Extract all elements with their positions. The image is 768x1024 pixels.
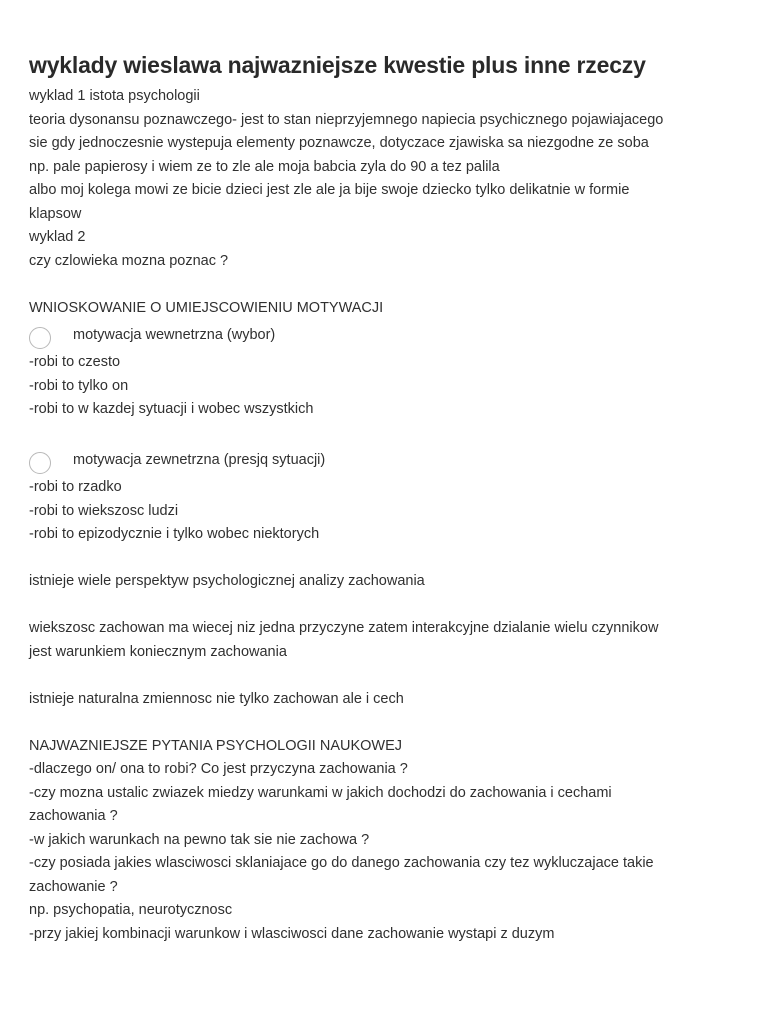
checklist-row — [29, 445, 744, 476]
text-line[interactable]: klapsow — [29, 205, 82, 222]
text-line[interactable]: -robi to epizodycznie i tylko wobec niektorych — [29, 526, 320, 542]
checklist-item — [29, 445, 744, 547]
text-line[interactable]: teoria dysonansu poznawczego- jest to stan nieprzyjemnego napiecia psychicznego pojawiajacego — [29, 111, 664, 128]
note-body[interactable] — [29, 50, 744, 946]
text-block-intro — [29, 85, 744, 320]
blank-line[interactable] — [29, 664, 744, 688]
text-line[interactable]: -dlaczego on/ ona to robi? Co jest przyczyna zachowania ? — [29, 761, 408, 777]
checklist-label[interactable]: motywacja wewnetrzna (wybor) — [73, 326, 276, 343]
checklist-label[interactable]: motywacja zewnetrzna (presjq sytuacji) — [73, 451, 326, 468]
text-line[interactable]: sie gdy jednoczesnie wystepuja elementy poznawcze, dotyczace zjawiska sa niezgodne ze soba — [29, 135, 649, 151]
text-line[interactable]: istnieje naturalna zmiennosc nie tylko zachowan ale i cech — [29, 690, 404, 707]
note-title[interactable]: wyklady wieslawa najwazniejsze kwestie plus inne rzeczy — [29, 52, 646, 78]
text-line[interactable]: -robi to w kazdej sytuacji i wobec wszystkich — [29, 401, 314, 417]
text-line[interactable]: -robi to rzadko — [29, 479, 122, 495]
text-line[interactable]: -robi to tylko on — [29, 377, 129, 394]
blank-line[interactable] — [29, 547, 744, 571]
text-line[interactable]: zachowanie ? — [29, 878, 118, 895]
blank-line[interactable] — [29, 273, 744, 297]
text-line[interactable]: czy czlowieka mozna poznac ? — [29, 252, 229, 269]
blank-line[interactable] — [29, 422, 744, 446]
checklist-row — [29, 320, 744, 351]
text-line[interactable]: jest warunkiem koniecznym zachowania — [29, 643, 287, 660]
checkbox-circle-icon[interactable] — [29, 452, 51, 474]
text-line[interactable]: -robi to wiekszosc ludzi — [29, 502, 179, 519]
text-line[interactable]: np. psychopatia, neurotycznosc — [29, 902, 233, 918]
blank-line[interactable] — [29, 711, 744, 735]
text-line[interactable]: -czy mozna ustalic zwiazek miedzy warunkami w jakich dochodzi do zachowania i cechami — [29, 784, 612, 801]
text-block-main — [29, 547, 744, 947]
text-line[interactable]: -robi to czesto — [29, 354, 121, 370]
text-line[interactable]: wyklad 2 — [29, 229, 86, 245]
text-line[interactable]: wyklad 1 istota psychologii — [29, 88, 200, 104]
section-heading[interactable]: WNIOSKOWANIE O UMIEJSCOWIENIU MOTYWACJI — [29, 299, 384, 316]
text-line[interactable]: wiekszosc zachowan ma wiecej niz jedna przyczyne zatem interakcyjne dzialanie wielu czynnikow — [29, 620, 659, 636]
checkbox-circle-icon[interactable] — [29, 327, 51, 349]
checklist-item — [29, 320, 744, 445]
text-line[interactable]: -przy jakiej kombinacji warunkow i wlasciwosci dane zachowanie wystapi z duzym — [29, 925, 555, 942]
text-line[interactable]: -czy posiada jakies wlasciwosci sklaniajace go do danego zachowania czy tez wykluczajace takie — [29, 855, 654, 871]
blank-line[interactable] — [29, 594, 744, 618]
text-line[interactable]: albo moj kolega mowi ze bicie dzieci jest zle ale ja bije swoje dziecko tylko delikatnie w formie — [29, 182, 630, 198]
text-line[interactable]: -w jakich warunkach na pewno tak sie nie zachowa ? — [29, 831, 370, 848]
text-line[interactable]: istnieje wiele perspektyw psychologicznej analizy zachowania — [29, 573, 425, 589]
text-line[interactable]: zachowania ? — [29, 808, 118, 824]
section-heading[interactable]: NAJWAZNIEJSZE PYTANIA PSYCHOLOGII NAUKOWEJ — [29, 737, 403, 754]
text-line[interactable]: np. pale papierosy i wiem ze to zle ale moja babcia zyla do 90 a tez palila — [29, 158, 500, 175]
